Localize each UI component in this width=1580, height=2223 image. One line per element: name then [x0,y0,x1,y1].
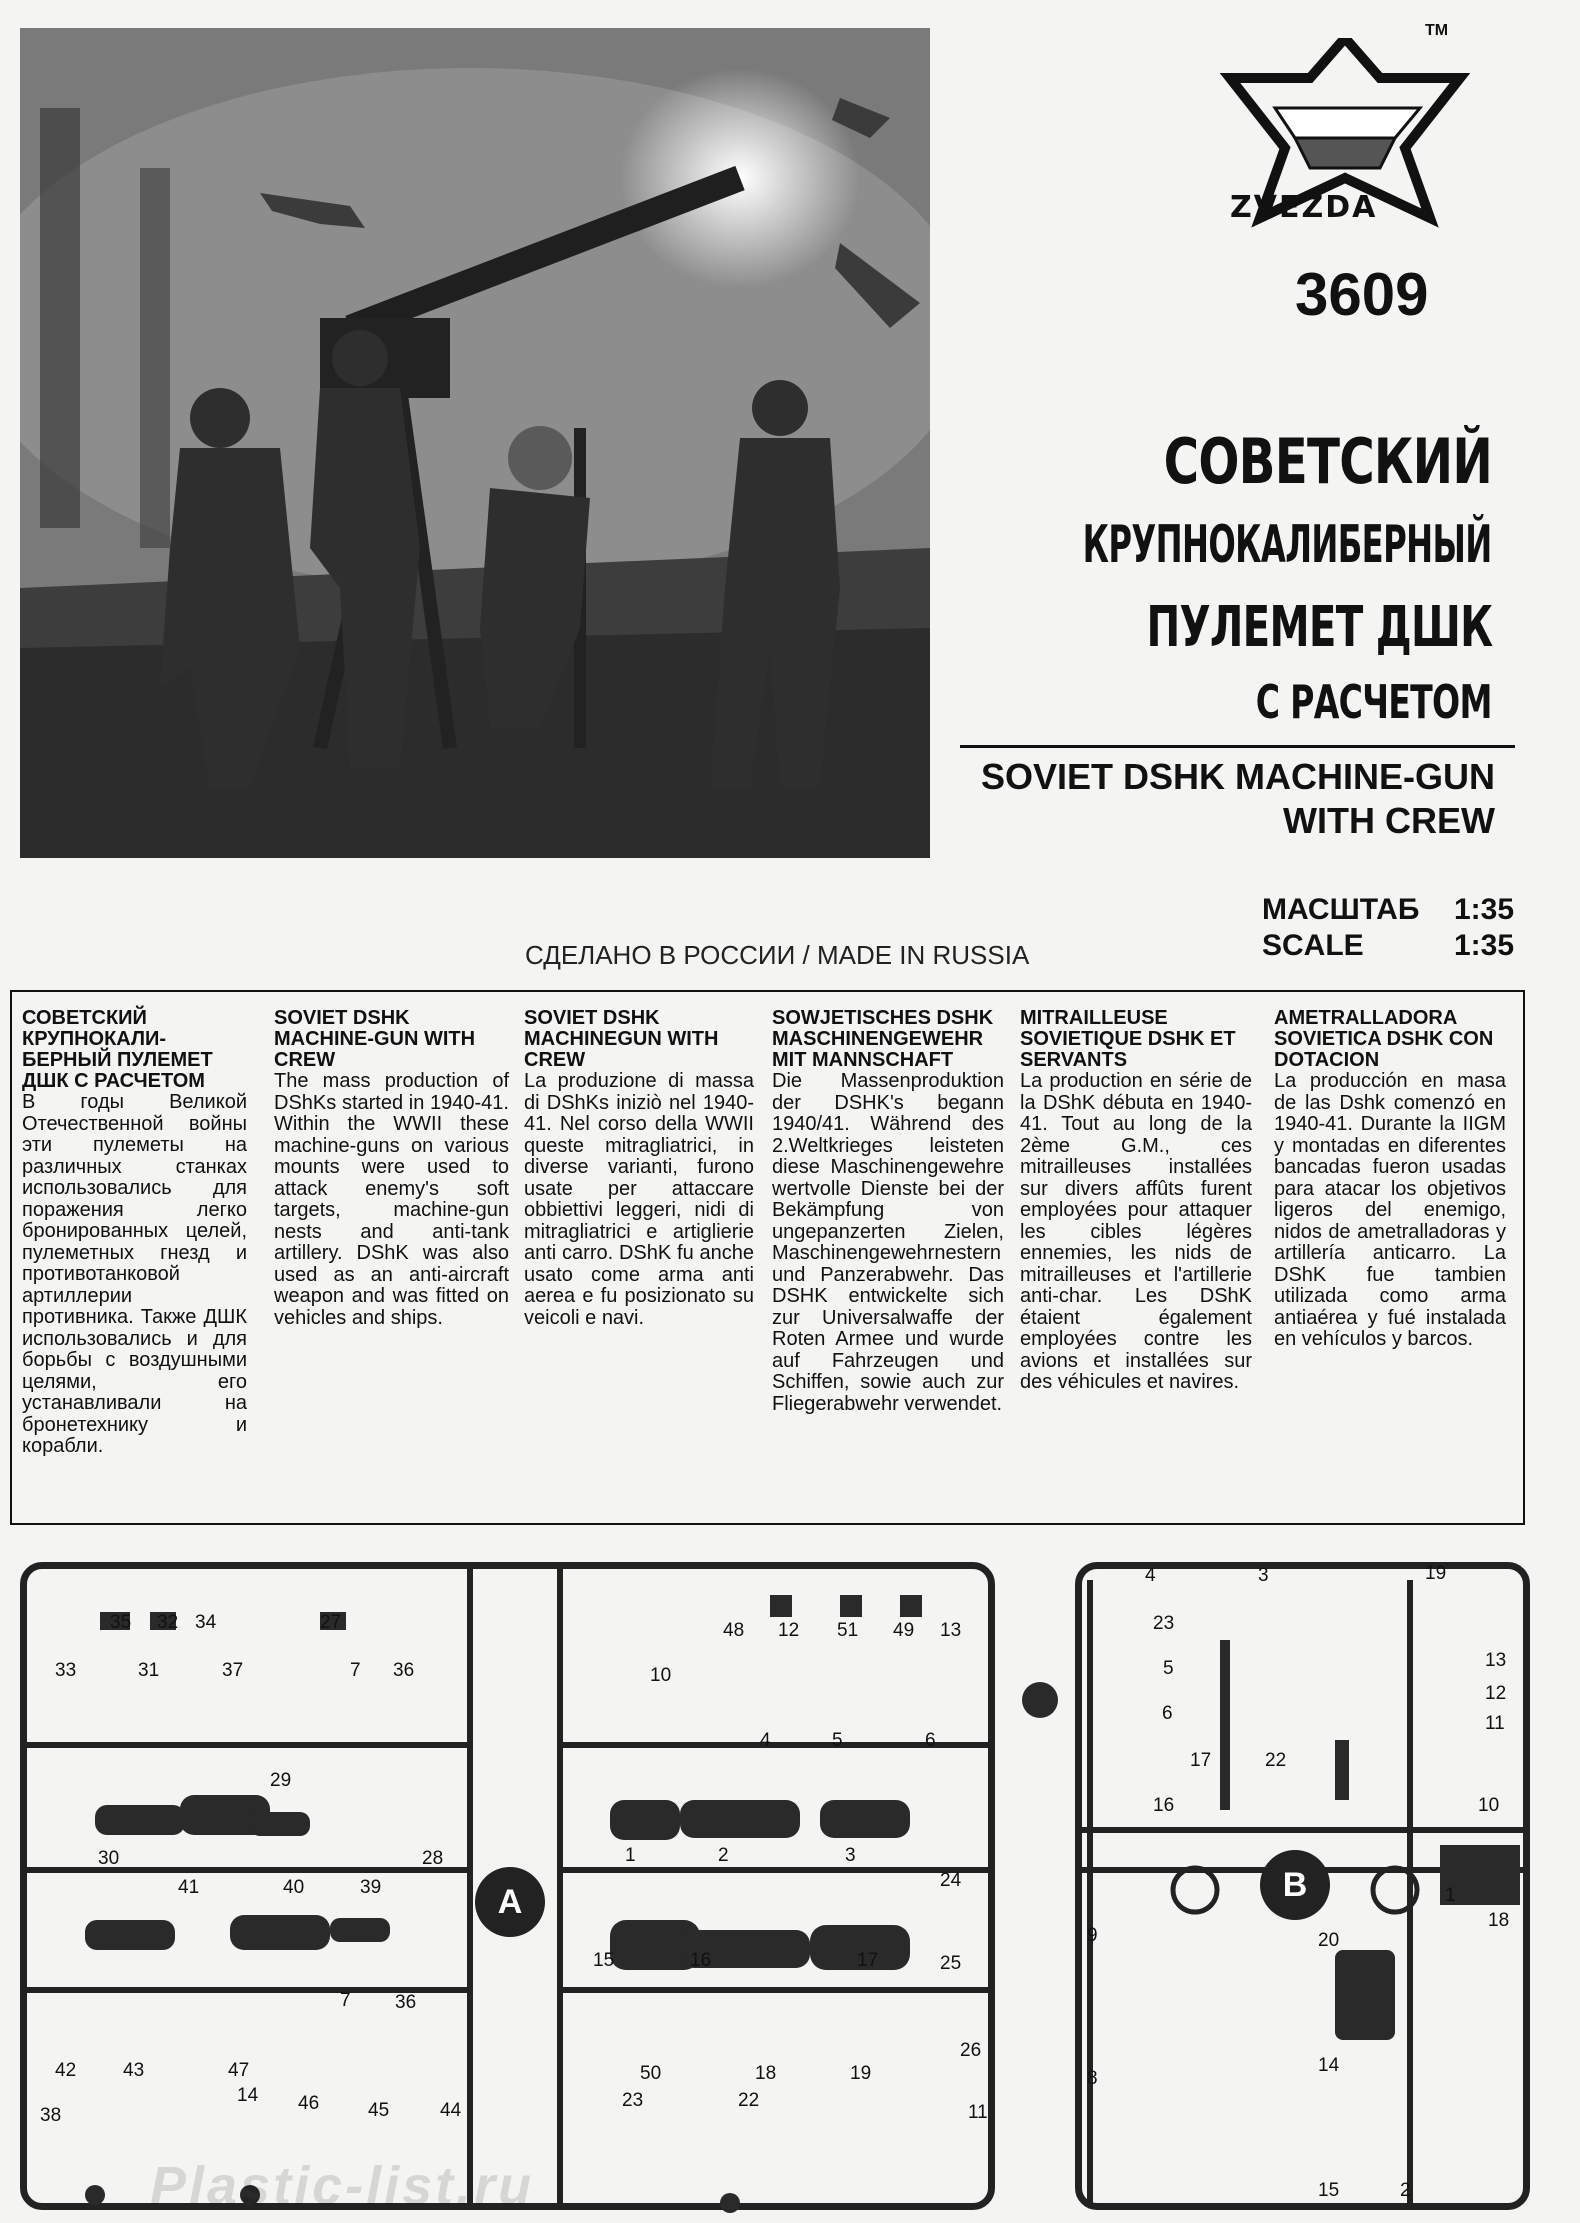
title-en-line-1: SOVIET DSHK MACHINE-GUN [980,756,1495,797]
title-ru-line-3: ПУЛЕМЕТ ДШК [1146,595,1492,660]
watermark: Plastic-list.ru [150,2156,535,2216]
part-number: 7 [350,1660,361,1681]
part-number: 14 [1318,2055,1340,2076]
part-number: 44 [440,2100,462,2121]
description-title: AMETRALLADORA SOVIETICA DSHK CON DOTACION [1274,1007,1494,1071]
part-number: 1 [625,1845,636,1866]
description-title: SOWJETISCHES DSHK MASCHINENGEWEHR MIT MANNSCHAFT [772,1007,994,1071]
part-number: 17 [1190,1750,1212,1771]
part-number: 15 [1318,2180,1340,2201]
part-number: 50 [640,2063,662,2084]
part-number: 46 [298,2093,320,2114]
part-number: 22 [1265,1750,1287,1771]
part-number: 41 [178,1877,200,1898]
part-number: 18 [755,2063,777,2084]
part-number: 23 [1153,1613,1175,1634]
part-number: 7 [340,1990,351,2011]
part-number: 13 [940,1620,962,1641]
part-number: 30 [98,1848,120,1869]
description-title: MITRAILLEUSE SOVIETIQUE DSHK ET SERVANTS [1020,1007,1236,1071]
part-number: 39 [360,1877,382,1898]
part-number: 38 [40,2105,62,2126]
part-number: 20 [1318,1930,1340,1951]
part-number: 26 [960,2040,982,2061]
part-number: 36 [395,1992,417,2013]
part-number: 29 [270,1770,292,1791]
title-ru-line-2: КРУПНОКАЛИБЕРНЫЙ [1083,515,1492,575]
description-body: В годы Великой Отечественной войны эти пулеметы на различных станках использовались для поражения легко бронированных целей, пулеметных гнезд и противотанковой артиллерии противника. Также ДШК использовались и для борьбы с воздушными целями, его устанавливали на бронетехнику и корабли. [22,1091,247,1457]
part-number: 10 [650,1665,672,1686]
kit-number: 3609 [1295,261,1429,328]
part-number: 36 [393,1660,415,1681]
part-number: 6 [925,1730,936,1751]
part-number: 11 [968,2102,988,2123]
title-ru-line-4: С РАСЧЕТОМ [1256,675,1492,729]
sprue-a-badge: A [475,1867,545,1937]
description-body: La producción en masa de las Dshk comenzó en 1940-41. Durante la IIGM y montadas en diferentes bancadas fueron usadas para atacar los objetivos ligeros del enemigo, nidos de ametralladoras y artillería anticarro. La DShK fue tambien utilizada como arma antiaérea y fué instalada en vehículos y barcos. [1274,1070,1506,1350]
part-number: 27 [320,1612,342,1633]
part-number: 1 [1445,1885,1456,1906]
part-number: 19 [1425,1563,1447,1584]
part-number: 5 [1163,1658,1174,1679]
part-number: 25 [940,1953,962,1974]
part-number: 35 [110,1612,132,1633]
part-number: 6 [1162,1703,1173,1724]
part-number: 15 [593,1950,615,1971]
description-title: SOVIET DSHK MACHINE-GUN WITH CREW [274,1007,476,1071]
description-body: La produzione di massa di DShKs iniziò nel 1940-41. Nel corso della WWII queste mitragliatrici, in diverse varianti, furono usate per attaccare obbiettivi leggeri, nidi di mitragliatrici e artiglierie anti carro. DShK fu anche usato come arma anti aerea e fu posizionato su veicoli e navi. [524,1070,754,1329]
brand-name: ZVEZDA [1230,190,1378,225]
part-number: 40 [283,1877,305,1898]
part-number: 2 [1400,2180,1411,2201]
scale-label-en: SCALE [1262,929,1364,962]
title-ru-line-1: СОВЕТСКИЙ [1163,425,1492,498]
part-number: 49 [893,1620,915,1641]
part-number: 14 [237,2085,259,2106]
part-number: 16 [1153,1795,1175,1816]
description-body: The mass production of DShKs started in 1940-41. Within the WWII these machine-guns on various mounts were used to attack enemy's soft targets, machine-gun nests and anti-tank artillery. DShK was also used as an anti-aircraft weapon and was fitted on vehicles and ships. [274,1070,509,1329]
part-number: 28 [422,1848,444,1869]
part-number: 5 [832,1730,843,1751]
part-number: 8 [1087,2068,1098,2089]
title-en-line-2: WITH CREW [1283,800,1495,841]
part-number: 22 [738,2090,760,2111]
part-number: 33 [55,1660,77,1681]
part-number: 47 [228,2060,250,2081]
scale-value-en: 1:35 [1453,929,1514,962]
part-number: 3 [1258,1565,1269,1586]
description-body: Die Massenproduktion der DSHK's begann 1940/41. Während des 2.Weltkrieges leisteten diese Maschinengewehre wertvolle Dienste bei der Bekämpfung von ungepanzerten Zielen, Maschinengewehrnestern und Panzerabwehr. Das DSHK entwickelte sich zur Universalwaffe der Roten Armee und wurde auf Fahrzeugen und Schiffen, sowie auch zur Fliegerabwehr verwendet. [772,1070,1004,1415]
part-number: 12 [1485,1683,1507,1704]
scale-label-ru: МАСШТАБ [1262,893,1420,926]
sprue-b-badge: B [1260,1850,1330,1920]
part-number: 19 [850,2063,872,2084]
description-body: La production en série de la DShK débuta en 1940-41. Tout au long de la 2ème G.M., ces mitrailleuses installées sur divers affûts furent employées pour attaquer les cibles légères ennemies, les nids de mitrailleuses et l'artillerie anti-char. Les DShK étaient également employées contre les avions et installées sur des véhicules et navires. [1020,1070,1252,1393]
part-number: 34 [195,1612,217,1633]
part-number: 32 [157,1612,179,1633]
made-in-russia: СДЕЛАНО В РОССИИ / MADE IN RUSSIA [525,940,1030,970]
part-number: 18 [1488,1910,1510,1931]
part-number: 43 [123,2060,145,2081]
part-number: 23 [622,2090,644,2111]
scale-value-ru: 1:35 [1453,893,1514,926]
part-number: 42 [55,2060,77,2081]
trademark-mark: TM [1425,22,1449,39]
part-number: 2 [718,1845,729,1866]
part-number: 31 [138,1660,160,1681]
part-number: 51 [837,1620,859,1641]
part-number: 48 [723,1620,745,1641]
part-number: 12 [778,1620,800,1641]
part-number: 45 [368,2100,390,2121]
part-number: 4 [760,1730,771,1751]
part-number: 11 [1485,1713,1505,1734]
part-number: 17 [857,1950,879,1971]
part-number: 4 [1145,1565,1156,1586]
part-number: 37 [222,1660,244,1681]
part-number: 10 [1478,1795,1500,1816]
part-number: 16 [690,1950,712,1971]
description-title: СОВЕТСКИЙ КРУПНОКАЛИ- БЕРНЫЙ ПУЛЕМЕТ ДШК С РАСЧЕТОМ [22,1007,213,1092]
part-number: 3 [845,1845,856,1866]
description-title: SOVIET DSHK MACHINEGUN WITH CREW [524,1007,719,1071]
part-number: 13 [1485,1650,1507,1671]
part-number: 24 [940,1870,962,1891]
part-number: 9 [1087,1925,1098,1946]
